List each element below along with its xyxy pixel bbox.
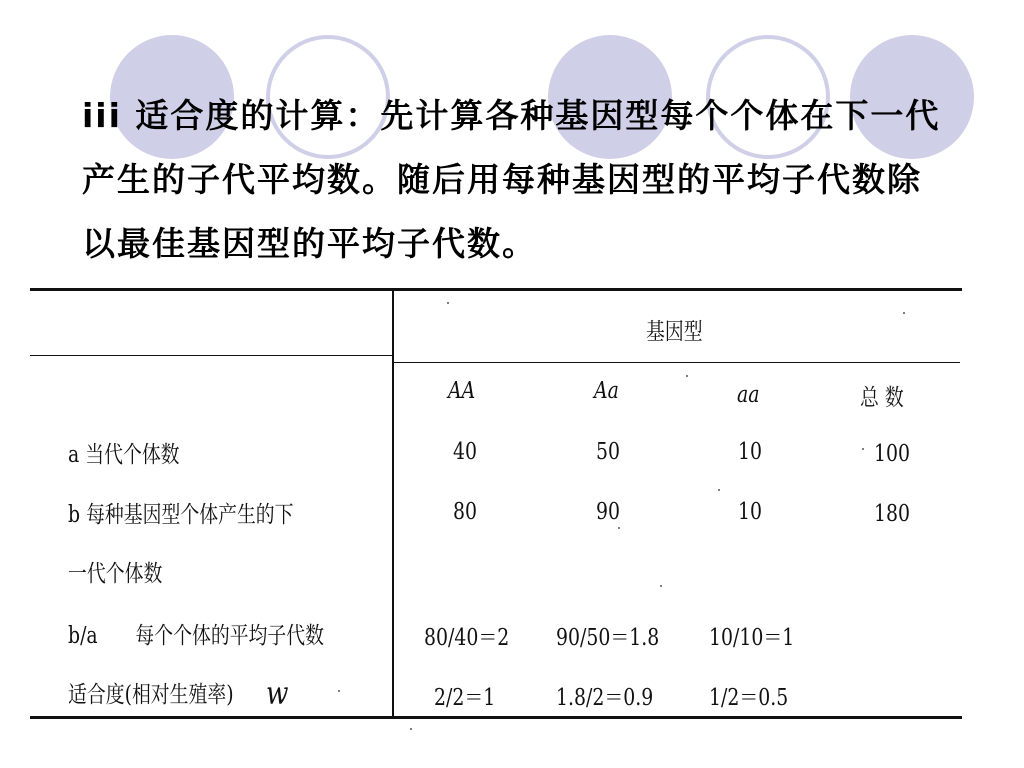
cell-value: 90 [596,499,621,525]
row-label-mean-offspring: b/a 每个个体的平均子代数 [68,623,324,649]
cell-value: 1/2＝0.5 [709,685,789,711]
cell-value: 10 [738,439,763,465]
cell-value: 40 [453,439,478,465]
header-divider-right [394,362,960,363]
col-header-aa: aa [737,382,760,408]
header-divider-left [30,355,392,356]
cell-value: 50 [596,439,621,465]
cell-value: 80 [453,499,478,525]
cell-value: 1.8/2＝0.9 [556,685,654,711]
scan-speck [618,527,620,529]
table-bottom-rule [30,716,962,719]
scan-speck [660,585,662,587]
scan-speck [903,312,905,314]
table-vertical-rule [392,289,394,717]
scan-speck [447,302,449,304]
slide-heading: iii 适合度的计算：先计算各种基因型每个个体在下一代产生的子代平均数。随后用每种基因型的平均子代数除以最佳基因型的平均子代数。 [82,96,941,263]
cell-value: 100 [874,441,911,467]
row-label-offspring-count: b 每种基因型个体产生的下 [68,502,294,528]
scan-speck [410,728,412,730]
cell-value: 90/50＝1.8 [556,625,660,651]
scan-speck [862,448,864,450]
scan-speck [686,375,688,377]
genotype-group-header: 基因型 [646,319,703,345]
table-top-rule [30,288,962,291]
cell-value: 2/2＝1 [434,685,496,711]
scan-speck [718,489,720,491]
row-label-fitness: 适合度(相对生殖率) [68,682,234,708]
cell-value: 10/10＝1 [709,625,795,651]
col-header-AA: AA [448,378,476,404]
cell-value: 80/40＝2 [424,625,510,651]
cell-value: 180 [874,501,911,527]
col-header-Aa: Aa [594,378,619,404]
row-label-offspring-count-cont: 一代个体数 [68,561,163,587]
col-header-total: 总 数 [860,385,904,411]
fitness-symbol: w [266,674,289,712]
row-label-current-count: a 当代个体数 [68,442,180,468]
scan-speck [338,690,340,692]
cell-value: 10 [738,499,763,525]
